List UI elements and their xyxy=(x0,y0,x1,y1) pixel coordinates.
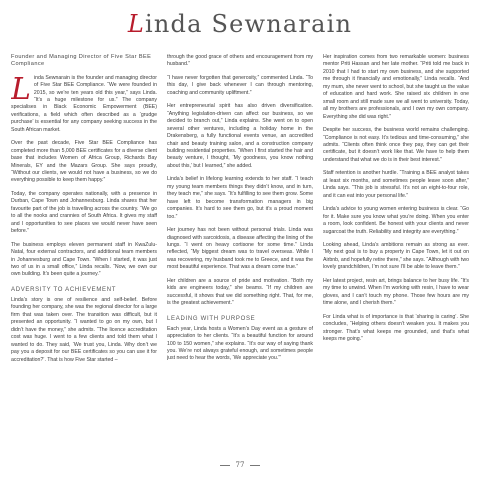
paragraph: Over the past decade, Five Star BEE Compliance has completed more than 5,000 BEE certificates for a diverse client base that includes Women of Africa Group, Richards Bay Minerals, EY and the Mazars Group. She says proudly, “Without our clients, we would not have a business, so we do everything possible to keep them happy.” xyxy=(11,140,157,184)
footer-rule-right xyxy=(250,465,260,466)
intro-text: inda Sewnarain is the founder and managing director of Five Star BEE Compliance. “We were founded in 2015, so we’re ten years old this year,” says Linda. “It’s a huge milestone for us.” The company specialises in Black Economic Empowerment (BEE) verifications, a field which often described as a ‘grudge purchase’ is essential for any company seeking success in the South African market. xyxy=(11,74,157,133)
paragraph: through the good grace of others and encouragement from my husband.” xyxy=(167,54,313,68)
paragraph: Looking ahead, Linda’s ambitions remain as strong as ever. “My next goal is to buy a property in Cape Town, let it out on Airbnb, and hopefully retire there,” she says. “Although with two lovely grandchildren, I’m not sure I’ll be able to leave them.” xyxy=(323,241,469,271)
footer-rule-left xyxy=(220,465,230,466)
paragraph: Staff retention is another hurdle. “Training a BEE analyst takes at least six months, and sometimes people leave soon after,” Linda says. “This job is stressful. It’s not an eight-to-four role, and it can eat into your personal life.” xyxy=(323,170,469,199)
paragraph: Each year, Linda hosts a Women’s Day event as a gesture of appreciation to her clients. “It’s a beautiful function for around 100 to 150 women,” she explains. “It’s our way of saying thank you. We’re not always grateful enough, and sometimes people just need to hear the words, ‘We appreciate you.’” xyxy=(167,325,313,362)
paragraph: Her latest project, resin art, brings balance to her busy life. “It’s my time to unwind. When I’m working with resin, I have to wear gloves, and I can’t touch my phone. Those few hours are my time alone, and I cherish them.” xyxy=(323,277,469,307)
column-2 xyxy=(167,54,313,452)
paragraph: Her journey has not been without personal trials. Linda was diagnosed with sarcoidosis, a disease affecting the lining of the lungs. “I went on heavy cortisone for some time.” Linda reflected, “My biggest dream was to travel overseas. While I was recovering, my husband took me to Greece, and it was the most beautiful experience. That was a dream come true.” xyxy=(167,227,313,271)
title-rest: inda Sewnarain xyxy=(145,10,353,38)
page-number: 77 xyxy=(235,461,245,469)
article-subtitle: Founder and Managing Director of Five Star BEE Compliance xyxy=(11,54,152,68)
paragraph: Today, the company operates nationally, with a presence in Durban, Cape Town and Johannesburg. Linda shares that her favourite part of the job is travelling across the country. “We go to all the nooks and crannies of South Africa. It gives my staff and I opportunities to see places we would never have seen before.” xyxy=(11,190,157,235)
paragraph: Linda’s belief in lifelong learning extends to her staff. “I teach my young team members things they didn’t know, and in turn, they teach me,” she says. “It’s fulfilling to see them grow. Some have left to become transformation managers in big companies. It’s hard to see them go, but it’s a proud moment too.” xyxy=(167,176,313,220)
paragraph: Linda’s advice to young women entering business is clear. “Go for it. Make sure you know what you’re doing. When you enter a room, look confident. Be honest with your clients and never sugarcoat the truth. Reliability and integrity are everything.” xyxy=(323,206,469,235)
page-footer xyxy=(0,461,480,469)
paragraph: Her inspiration comes from two remarkable women: business mentor Priti Hassan and her late mother. “Priti told me back in 2010 that I had to start my own business, and she supported me through it financially and emotionally,” Linda recalls. “And my mum, she never went to school, but she taught us the value of education and hard work. She raised six children in one small room and still made sure we all went to university. Today, all my brothers are professionals, and I own my own company. Everything she did was right.” xyxy=(323,54,469,120)
paragraph: Her entrepreneurial spirit has also driven diversification. “Anything legislation-driven can affect our business, so we decided to branch out,” Linda explains. She went on to open several other ventures, including a holiday home in the Drakensberg, a fully functional events venue, an accredited chair and beauty training salon, and a construction company building residential properties. “When I first started the hair and beauty venture, I thought, ‘My goodness, you know nothing about this,’ but I learned,” she added. xyxy=(167,103,313,169)
section-heading: LEADING WITH PURPOSE xyxy=(167,315,256,322)
column-1 xyxy=(11,54,157,452)
paragraph: For Linda what is of importance is that ‘sharing is caring’. She concludes, “Helping others doesn’t weaken you. It makes you stronger. That’s what keeps me grounded, and that’s what keeps me going.” xyxy=(323,313,469,342)
article-body xyxy=(11,54,473,452)
paragraph: Linda’s story is one of resilience and self-belief. Before founding her company, she was the regional director for a large firm that was taken over. The transition was difficult, but it presented an opportunity. “I wanted to go on my own, but I didn’t have the money,” she admits. “The licence accreditation cost was huge. I went to a few clients and told them what I wanted to do. They said, ‘We trust you, Linda. Why don’t we pay you a deposit for our BEE certificates so you can use it for accreditation?’. That is how Five Star started – xyxy=(11,296,157,363)
column-3 xyxy=(323,54,469,452)
paragraph: Her children are a source of pride and motivation. “Both my kids are engineers today,” she beams. “If my children are successful, it shows that we did something right. That, for me, is the greatest achievement.” xyxy=(167,277,313,307)
paragraph: The business employs eleven permanent staff in KwaZulu-Natal, four external contractors, and additional team members in Johannesburg and Cape Town. “When I started, it was just two of us in a small office,” Linda recalls. “Now, we own our own building. It’s been quite a journey.” xyxy=(11,241,157,278)
intro-paragraph xyxy=(11,71,157,135)
paragraph: “I have never forgotten that generosity,” commented Linda. “To this day, I give back whenever I can through mentoring, coaching and community upliftment.” xyxy=(167,74,313,96)
article-title xyxy=(0,10,480,38)
paragraph: Despite her success, the business world remains challenging. “Compliance is not easy. It’s tedious and time-consuming,” she admits. “Clients often think once they pay, they can get their certificate, but it doesn’t work like that. We have to help them understand that what we do is in their best interest.” xyxy=(323,127,469,163)
title-initial: L xyxy=(127,10,146,38)
section-heading: ADVERSITY TO ACHIEVEMENT xyxy=(11,286,117,293)
drop-cap: L xyxy=(11,71,31,107)
